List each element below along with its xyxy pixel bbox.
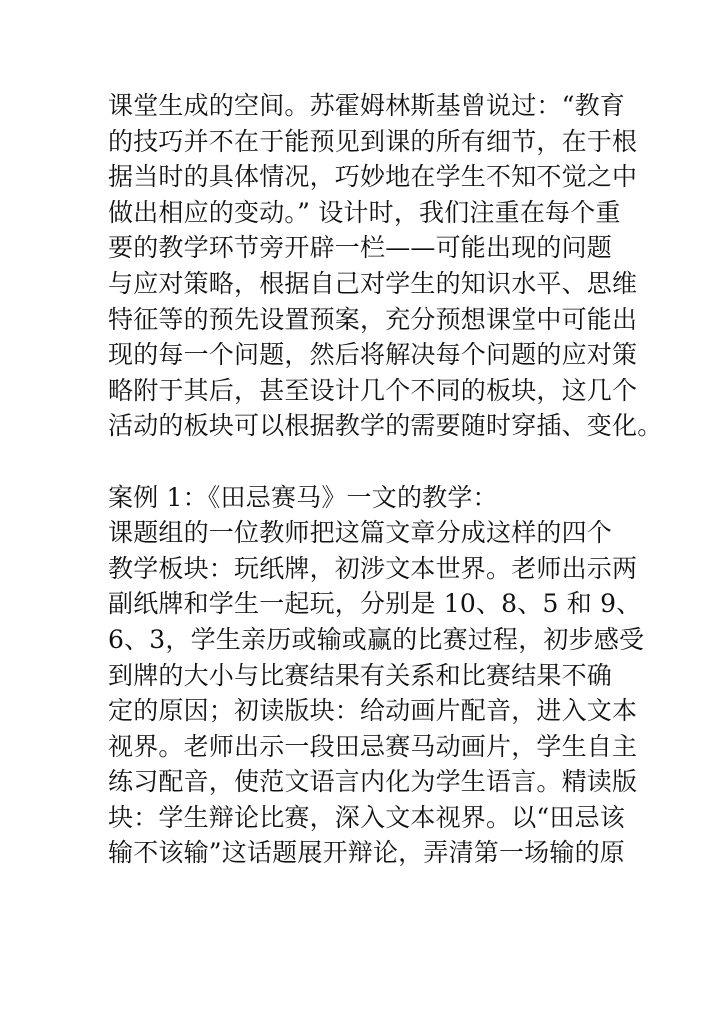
text-line: 视界。老师出示一段田忌赛马动画片，学生自主 <box>108 731 638 761</box>
text-line: 6、3，学生亲历或输或赢的比赛过程，初步感受 <box>108 624 645 654</box>
paragraph-spacer <box>108 444 628 480</box>
text-line: 活动的板块可以根据教学的需要随时穿插、变化。 <box>108 411 663 441</box>
text-line: 略附于其后，甚至设计几个不同的板块，这几个 <box>108 375 638 405</box>
text-line: 课题组的一位教师把这篇文章分成这样的四个 <box>108 518 613 548</box>
text-line: 输不该输”这话题展开辩论，弄清第一场输的原 <box>108 838 625 868</box>
text-line: 定的原因；初读版块：给动画片配音，进入文本 <box>108 696 638 726</box>
text-line: 练习配音，使范文语言内化为学生语言。精读版 <box>108 767 638 797</box>
paragraph-design-approach <box>108 88 663 444</box>
case-heading: 案例 1：《田忌赛马》一文的教学： <box>108 482 498 512</box>
text-line: 据当时的具体情况，巧妙地在学生不知不觉之中 <box>108 162 638 192</box>
text-line: 特征等的预先设置预案，充分预想课堂中可能出 <box>108 304 638 334</box>
text-line: 教学板块：玩纸牌，初涉文本世界。老师出示两 <box>108 553 638 583</box>
text-line: 副纸牌和学生一起玩，分别是 10、8、5 和 9、 <box>108 589 642 619</box>
text-line: 现的每一个问题，然后将解决每个问题的应对策 <box>108 340 638 370</box>
text-line: 与应对策略，根据自己对学生的知识水平、思维 <box>108 268 638 298</box>
text-line: 到牌的大小与比赛结果有关系和比赛结果不确 <box>108 660 613 690</box>
paragraph-case-description <box>108 515 645 871</box>
text-line: 块：学生辩论比赛，深入文本视界。以“田忌该 <box>108 802 625 832</box>
text-line: 要的教学环节旁开辟一栏——可能出现的问题 <box>108 233 613 263</box>
text-line: 的技巧并不在于能预见到课的所有细节，在于根 <box>108 126 638 156</box>
document-page <box>108 88 663 871</box>
text-line: 做出相应的变动。” 设计时，我们注重在每个重 <box>108 197 621 227</box>
text-line: 课堂生成的空间。苏霍姆林斯基曾说过：“教育 <box>108 91 625 120</box>
